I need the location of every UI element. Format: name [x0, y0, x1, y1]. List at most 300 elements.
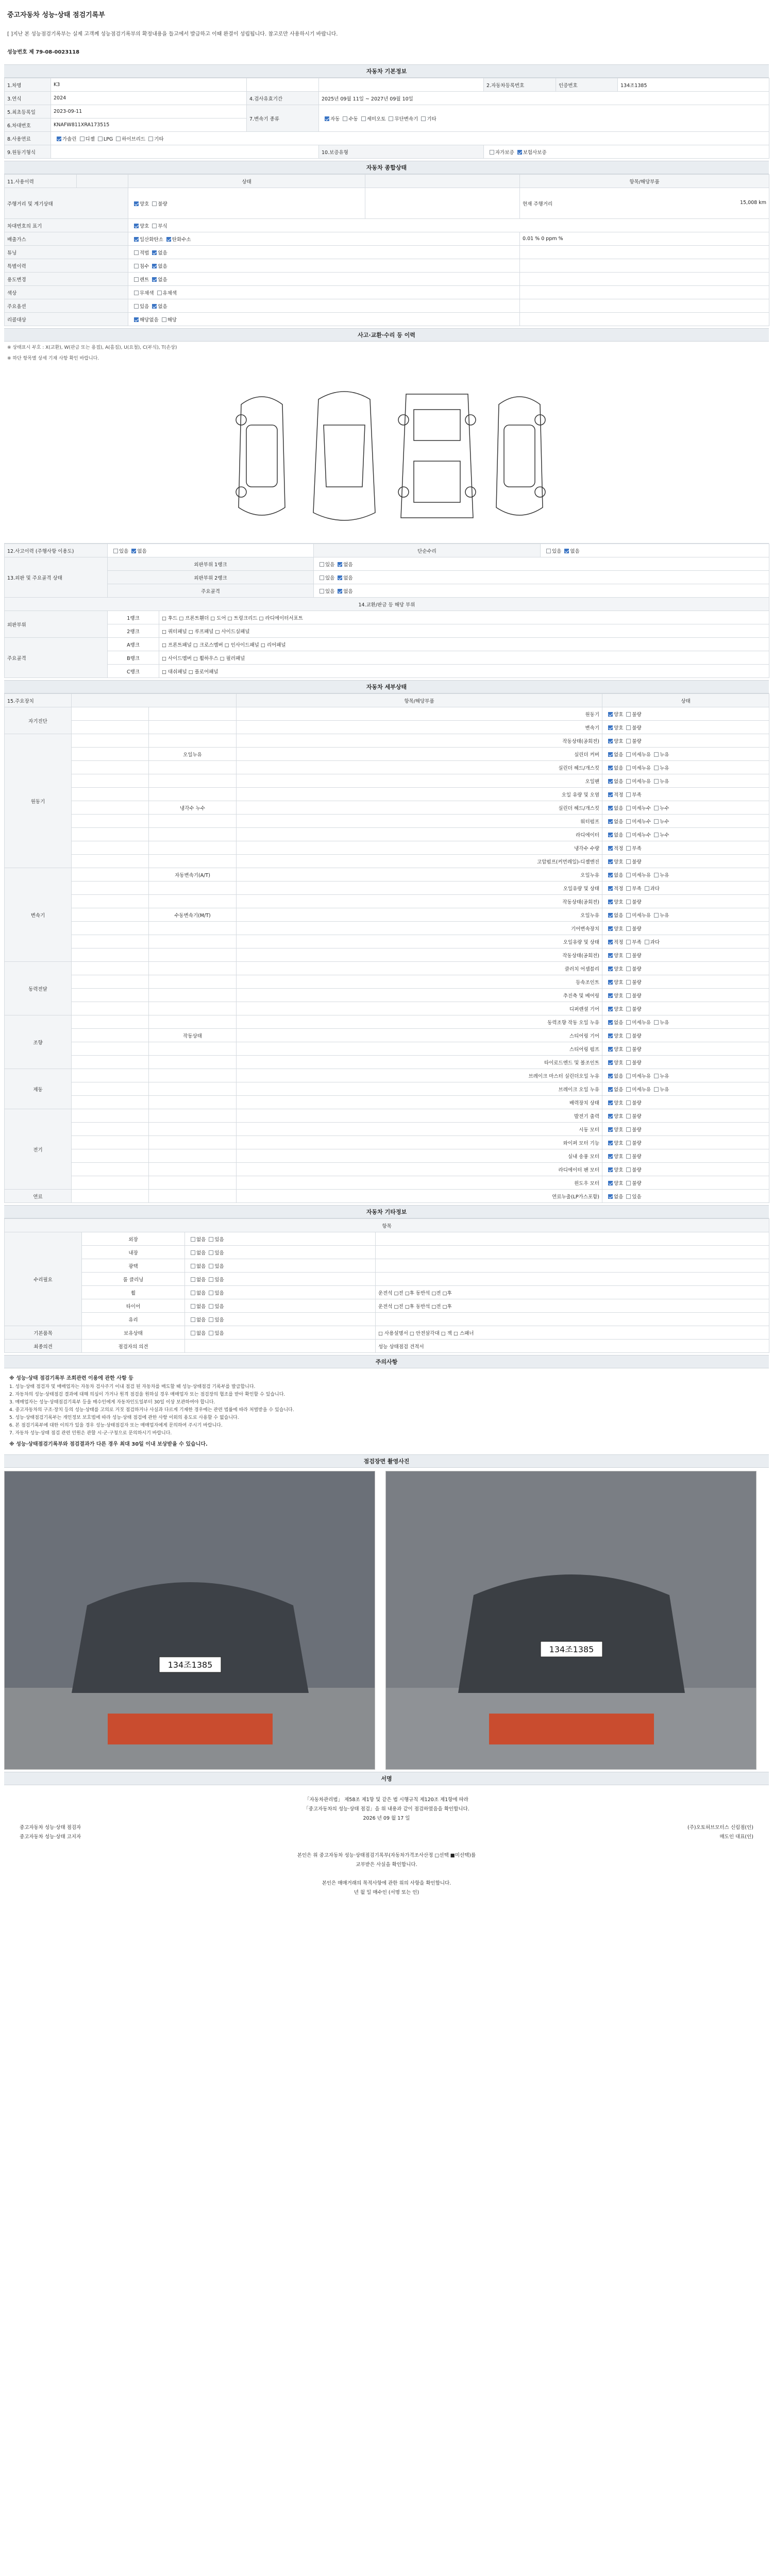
- sign-cell: 중고자동차 성능·상태 점검자: [20, 1825, 81, 1831]
- blank-cell: [72, 734, 149, 748]
- label-vin: 6.차대번호: [5, 118, 51, 132]
- checkbox[interactable]: [148, 137, 153, 141]
- group-name: 자기진단: [5, 707, 72, 734]
- basic-info-table: [4, 78, 769, 159]
- note-item: 7. 자동차 성능·상태 점검 관련 민원은 관할 시·군·구청으로 문의하시기 바랍니다.: [9, 1431, 172, 1436]
- other-subheader: 항목: [5, 1219, 769, 1232]
- option-label: 양호: [614, 1033, 624, 1039]
- row-options: [128, 259, 520, 273]
- value-inspection-period: 2025년 09월 11일 ~ 2027년 09월 10일: [319, 92, 769, 105]
- checkbox[interactable]: [608, 846, 613, 851]
- blank-cell: [72, 989, 149, 1002]
- option-label: 디젤: [85, 136, 95, 142]
- signature-block: [4, 1785, 769, 1908]
- sign-row-2: [9, 1833, 764, 1842]
- other-item: 유리: [82, 1313, 185, 1326]
- checkbox[interactable]: [564, 549, 569, 553]
- checkbox[interactable]: [626, 859, 631, 864]
- label-accident-history: 12.사고이력 (주행사항 이용도): [5, 544, 108, 557]
- sign-cell: (주)오토허브모터스 신림점(인): [687, 1825, 753, 1831]
- other-extra: [376, 1313, 769, 1326]
- option-label: 없음: [614, 1087, 624, 1093]
- option-label: 누유: [660, 778, 669, 785]
- notes-list: [9, 1383, 764, 1437]
- blank-cell: [72, 882, 149, 895]
- checkbox[interactable]: [654, 873, 659, 877]
- state-options: [602, 788, 769, 801]
- option-label: 없음: [614, 1194, 624, 1200]
- state-options: [602, 707, 769, 721]
- other-item: 보유상태: [82, 1326, 185, 1340]
- checkbox[interactable]: [626, 1127, 631, 1132]
- sub-group: 작동상태: [149, 1029, 237, 1042]
- sub-group: 자동변속기(A/T): [149, 868, 237, 882]
- checkbox[interactable]: [191, 1291, 195, 1295]
- car-rear-photo-illustration: [386, 1471, 757, 1770]
- checkbox[interactable]: [134, 317, 139, 322]
- item-label: 등속조인트: [237, 975, 602, 989]
- row-options: [128, 313, 520, 326]
- checkbox[interactable]: [626, 846, 631, 851]
- label-simple-repair: 단순수리: [314, 544, 541, 557]
- other-item: 휠: [82, 1286, 185, 1299]
- option-label: 침수: [140, 263, 149, 269]
- checkbox[interactable]: [654, 1087, 659, 1092]
- checkbox[interactable]: [608, 752, 613, 757]
- checkbox[interactable]: [152, 264, 157, 268]
- checkbox[interactable]: [338, 575, 342, 580]
- row-options: [314, 557, 769, 571]
- label-vin-status: 차대번호의 표기: [5, 219, 128, 232]
- item-label: 추진축 및 베어링: [237, 989, 602, 1002]
- checkbox[interactable]: [608, 967, 613, 971]
- checkbox[interactable]: [608, 712, 613, 717]
- checkbox[interactable]: [608, 1181, 613, 1185]
- blank-cell: [72, 774, 149, 788]
- sub-group: [149, 855, 237, 868]
- other-extra: 성능 상태점검 견적서: [376, 1340, 769, 1353]
- checkbox[interactable]: [645, 886, 649, 891]
- option-label: 양호: [614, 926, 624, 932]
- checkbox[interactable]: [654, 806, 659, 810]
- value-first-reg: 2023-09-11: [51, 105, 247, 118]
- option-label: 해당: [167, 317, 177, 323]
- checkbox[interactable]: [626, 1194, 631, 1199]
- checkbox[interactable]: [209, 1291, 213, 1295]
- option-label: LPG: [103, 136, 113, 142]
- checkbox[interactable]: [152, 201, 157, 206]
- sign-line-6: 년 월 일 매수인 (서명 또는 인): [354, 1890, 419, 1895]
- checkbox[interactable]: [626, 819, 631, 824]
- checkbox[interactable]: [191, 1317, 195, 1322]
- checkbox[interactable]: [626, 725, 631, 730]
- checkbox[interactable]: [608, 819, 613, 824]
- checkbox[interactable]: [626, 1181, 631, 1185]
- other-extra: [376, 1246, 769, 1259]
- checkbox[interactable]: [645, 940, 649, 944]
- checkbox[interactable]: [608, 1141, 613, 1145]
- checkbox[interactable]: [166, 237, 171, 242]
- option-label: 불량: [632, 1180, 642, 1187]
- checkbox[interactable]: [131, 549, 136, 553]
- checkbox[interactable]: [608, 900, 613, 904]
- checkbox[interactable]: [209, 1237, 213, 1242]
- checkbox[interactable]: [338, 589, 342, 594]
- checkbox[interactable]: [626, 833, 631, 837]
- row-options: [541, 544, 769, 557]
- option-label: 없음: [196, 1303, 206, 1310]
- blank-cell: [72, 1176, 149, 1190]
- label-cert: 인증번호: [556, 78, 618, 92]
- state-options: [602, 1176, 769, 1190]
- checkbox[interactable]: [626, 1060, 631, 1065]
- state-options: [602, 922, 769, 935]
- item-label: 실린더 헤드/개스킷: [237, 801, 602, 815]
- checkbox[interactable]: [152, 250, 157, 255]
- checkbox[interactable]: [608, 1100, 613, 1105]
- item-label: 워터펌프: [237, 815, 602, 828]
- option-label: 불량: [632, 899, 642, 905]
- checkbox[interactable]: [608, 806, 613, 810]
- state-options: [602, 1163, 769, 1176]
- checkbox[interactable]: [490, 150, 494, 155]
- checkbox[interactable]: [134, 201, 139, 206]
- checkbox[interactable]: [134, 304, 139, 309]
- group-name: 제동: [5, 1069, 72, 1109]
- option-label: 미세누수: [632, 819, 651, 825]
- state-options: [602, 1042, 769, 1056]
- parts-list: □ 후드 □ 프론트휀더 □ 도어 □ 트렁크리드 □ 라디에이터서포트: [159, 611, 769, 624]
- checkbox[interactable]: [338, 562, 342, 567]
- option-label: 없음: [614, 819, 624, 825]
- checkbox[interactable]: [626, 1020, 631, 1025]
- sub-group: 오일누유: [149, 748, 237, 761]
- transmission-options: [319, 105, 769, 132]
- checkbox[interactable]: [654, 913, 659, 918]
- option-label: 불량: [632, 1113, 642, 1120]
- item-label: 스티어링 펌프: [237, 1042, 602, 1056]
- checkbox[interactable]: [209, 1304, 213, 1309]
- option-label: 있음: [325, 575, 335, 581]
- checkbox[interactable]: [608, 1154, 613, 1159]
- checkbox[interactable]: [626, 873, 631, 877]
- checkbox[interactable]: [608, 766, 613, 770]
- option-label: 누유: [660, 1020, 669, 1026]
- checkbox[interactable]: [626, 1167, 631, 1172]
- option-label: 양호: [614, 738, 624, 744]
- state-options: [602, 989, 769, 1002]
- other-state: [185, 1313, 376, 1326]
- rank-row: 1랭크: [108, 611, 159, 624]
- checkbox[interactable]: [626, 1087, 631, 1092]
- checkbox[interactable]: [608, 873, 613, 877]
- blank-cell: [72, 1096, 149, 1109]
- option-label: 불량: [632, 1046, 642, 1053]
- checkbox[interactable]: [325, 116, 329, 121]
- checkbox[interactable]: [608, 953, 613, 958]
- row-options: [314, 571, 769, 584]
- item-label: 라디에이터 팬 모터: [237, 1163, 602, 1176]
- rank-1: 외판부위 1랭크: [108, 557, 314, 571]
- checkbox[interactable]: [608, 886, 613, 891]
- sub-group: [149, 989, 237, 1002]
- checkbox[interactable]: [134, 277, 139, 282]
- other-item: 내장: [82, 1246, 185, 1259]
- checkbox[interactable]: [191, 1237, 195, 1242]
- checkbox[interactable]: [626, 953, 631, 958]
- sub-group: [149, 948, 237, 962]
- checkbox[interactable]: [608, 792, 613, 797]
- checkbox[interactable]: [626, 1154, 631, 1159]
- option-label: 있음: [214, 1263, 224, 1269]
- row-options: [128, 273, 520, 286]
- checkbox[interactable]: [626, 712, 631, 717]
- option-label: 양호: [614, 859, 624, 865]
- checkbox[interactable]: [191, 1250, 195, 1255]
- checkbox[interactable]: [517, 150, 522, 155]
- checkbox[interactable]: [654, 1074, 659, 1078]
- checkbox[interactable]: [626, 900, 631, 904]
- col-item: 11.사용이력: [5, 175, 77, 188]
- checkbox[interactable]: [626, 913, 631, 918]
- option-label: 있음: [552, 548, 562, 554]
- option-label: 없음: [196, 1317, 206, 1323]
- item-label: 기어변속장치: [237, 922, 602, 935]
- option-label: 없음: [137, 548, 147, 554]
- checkbox[interactable]: [546, 549, 551, 553]
- checkbox[interactable]: [626, 766, 631, 770]
- checkbox[interactable]: [608, 940, 613, 944]
- other-extra: □ 사용설명서 □ 안전삼각대 □ 잭 □ 스패너: [376, 1326, 769, 1340]
- option-label: 미세누유: [632, 912, 651, 919]
- sub-group: 냉각수 누수: [149, 801, 237, 815]
- checkbox[interactable]: [152, 304, 157, 309]
- checkbox[interactable]: [116, 137, 121, 141]
- sub-group: [149, 1149, 237, 1163]
- blank-cell: [72, 1069, 149, 1082]
- checkbox[interactable]: [57, 137, 61, 141]
- checkbox[interactable]: [320, 575, 324, 580]
- blank-cell: [72, 1149, 149, 1163]
- option-label: 누유: [660, 765, 669, 771]
- other-extra: 운전석 □전 □후 동반석 □전 □후: [376, 1299, 769, 1313]
- sub-group: [149, 962, 237, 975]
- checkbox[interactable]: [209, 1250, 213, 1255]
- checkbox[interactable]: [626, 967, 631, 971]
- option-label: 불량: [632, 859, 642, 865]
- checkbox[interactable]: [191, 1277, 195, 1282]
- option-label: 적정: [614, 886, 624, 892]
- checkbox[interactable]: [209, 1277, 213, 1282]
- checkbox[interactable]: [152, 277, 157, 282]
- option-label: 있음: [214, 1317, 224, 1323]
- sub-group: 수동변속기(M/T): [149, 908, 237, 922]
- checkbox[interactable]: [626, 792, 631, 797]
- checkbox[interactable]: [626, 1007, 631, 1011]
- checkbox[interactable]: [608, 833, 613, 837]
- checkbox[interactable]: [626, 806, 631, 810]
- checkbox[interactable]: [608, 993, 613, 998]
- state-options: [602, 868, 769, 882]
- checkbox[interactable]: [626, 1047, 631, 1052]
- other-state: [185, 1259, 376, 1273]
- checkbox[interactable]: [343, 116, 347, 121]
- checkbox[interactable]: [152, 224, 157, 228]
- checkbox[interactable]: [421, 116, 426, 121]
- label-emission: 배출가스: [5, 232, 128, 246]
- checkbox[interactable]: [626, 886, 631, 891]
- checkbox[interactable]: [80, 137, 85, 141]
- option-label: 미세누유: [632, 1020, 651, 1026]
- checkbox[interactable]: [654, 766, 659, 770]
- checkbox[interactable]: [608, 1087, 613, 1092]
- state-options: [602, 1069, 769, 1082]
- option-label: 적정: [614, 845, 624, 852]
- option-label: 해당없음: [140, 317, 159, 323]
- checkbox[interactable]: [162, 317, 166, 322]
- option-label: 있음: [119, 548, 129, 554]
- checkbox[interactable]: [209, 1317, 213, 1322]
- option-label: 없음: [614, 832, 624, 838]
- option-label: 부식: [158, 223, 167, 229]
- checkbox[interactable]: [626, 993, 631, 998]
- checkbox[interactable]: [608, 1167, 613, 1172]
- sign-cell: 매도인 대표(인): [719, 1834, 753, 1840]
- row-options: [314, 584, 769, 598]
- option-label: 불량: [632, 725, 642, 731]
- checkbox[interactable]: [626, 1141, 631, 1145]
- option-label: 일산화탄소: [140, 236, 163, 243]
- checkbox[interactable]: [626, 926, 631, 931]
- option-label: 없음: [614, 765, 624, 771]
- option-label: 누수: [660, 832, 669, 838]
- checkbox[interactable]: [608, 1114, 613, 1118]
- checkbox[interactable]: [608, 1060, 613, 1065]
- checkbox[interactable]: [608, 1127, 613, 1132]
- checkbox[interactable]: [98, 137, 103, 141]
- checkbox[interactable]: [654, 1020, 659, 1025]
- sub-group: [149, 828, 237, 841]
- checkbox[interactable]: [134, 250, 139, 255]
- option-label: 있음: [214, 1303, 224, 1310]
- checkbox[interactable]: [361, 116, 366, 121]
- checkbox[interactable]: [608, 739, 613, 743]
- option-label: 없음: [614, 1073, 624, 1079]
- blank-cell: [72, 1123, 149, 1136]
- checkbox[interactable]: [608, 725, 613, 730]
- checkbox[interactable]: [608, 1074, 613, 1078]
- item-label: 오일 유량 및 오염: [237, 788, 602, 801]
- blank-cell: [72, 895, 149, 908]
- sign-line-4: 교부받은 사실을 확인합니다.: [356, 1862, 417, 1868]
- checkbox[interactable]: [608, 1194, 613, 1199]
- checkbox[interactable]: [134, 224, 139, 228]
- checkbox[interactable]: [209, 1264, 213, 1268]
- rear-plate-text: 134조1385: [549, 1645, 594, 1654]
- checkbox[interactable]: [608, 1047, 613, 1052]
- col-status: 상태: [128, 175, 365, 188]
- state-options: [602, 761, 769, 774]
- checkbox[interactable]: [626, 1074, 631, 1078]
- blank-cell: [72, 908, 149, 922]
- checkbox[interactable]: [389, 116, 393, 121]
- checkbox[interactable]: [608, 779, 613, 784]
- checkbox[interactable]: [191, 1331, 195, 1335]
- checkbox[interactable]: [113, 549, 118, 553]
- sub-group: [149, 761, 237, 774]
- rank-row: A랭크: [108, 638, 159, 651]
- checkbox[interactable]: [654, 752, 659, 757]
- rank-row: 2랭크: [108, 624, 159, 638]
- checkbox[interactable]: [626, 1033, 631, 1038]
- checkbox[interactable]: [626, 980, 631, 985]
- checkbox[interactable]: [626, 752, 631, 757]
- checkbox[interactable]: [191, 1264, 195, 1268]
- option-label: 세미오토: [366, 116, 386, 122]
- checkbox[interactable]: [654, 819, 659, 824]
- option-label: 적법: [140, 250, 149, 256]
- front-plate-text: 134조1385: [167, 1660, 213, 1670]
- current-mileage-value: 15,008 km: [740, 199, 766, 206]
- option-label: 양호: [614, 1046, 624, 1053]
- checkbox[interactable]: [626, 779, 631, 784]
- row-options: [108, 544, 314, 557]
- option-label: 없음: [614, 872, 624, 878]
- checkbox[interactable]: [608, 859, 613, 864]
- checkbox[interactable]: [134, 291, 139, 295]
- option-label: 미세누유: [632, 1073, 651, 1079]
- checkbox[interactable]: [626, 1100, 631, 1105]
- blank-cell: [72, 1082, 149, 1096]
- sub-group: [149, 1069, 237, 1082]
- row-options: [128, 299, 520, 313]
- checkbox[interactable]: [626, 1114, 631, 1118]
- checkbox[interactable]: [320, 562, 324, 567]
- option-label: 양호: [614, 979, 624, 986]
- checkbox[interactable]: [608, 1033, 613, 1038]
- label-mileage: 주행거리 및 계기상태: [5, 188, 128, 219]
- option-label: 없음: [570, 548, 580, 554]
- label-color: 색상: [5, 286, 128, 299]
- item-label: 와이퍼 모터 기능: [237, 1136, 602, 1149]
- mileage-value: [520, 188, 769, 219]
- checkbox[interactable]: [209, 1331, 213, 1335]
- checkbox[interactable]: [157, 291, 162, 295]
- checkbox[interactable]: [654, 833, 659, 837]
- state-options: [602, 1002, 769, 1015]
- checkbox[interactable]: [654, 779, 659, 784]
- checkbox[interactable]: [608, 980, 613, 985]
- checkbox[interactable]: [134, 237, 139, 242]
- checkbox[interactable]: [626, 739, 631, 743]
- checkbox[interactable]: [626, 940, 631, 944]
- option-label: 불량: [632, 1127, 642, 1133]
- checkbox[interactable]: [608, 1020, 613, 1025]
- option-label: 있음: [214, 1236, 224, 1243]
- checkbox[interactable]: [608, 1007, 613, 1011]
- checkbox[interactable]: [134, 264, 139, 268]
- label-car-name: 1.차명: [5, 78, 51, 92]
- option-label: 불량: [632, 993, 642, 999]
- state-options: [602, 1109, 769, 1123]
- checkbox[interactable]: [608, 926, 613, 931]
- other-extra: [376, 1273, 769, 1286]
- checkbox[interactable]: [191, 1304, 195, 1309]
- option-label: 누유: [660, 872, 669, 878]
- checkbox[interactable]: [608, 913, 613, 918]
- checkbox[interactable]: [320, 589, 324, 594]
- fuel-options: [51, 132, 769, 145]
